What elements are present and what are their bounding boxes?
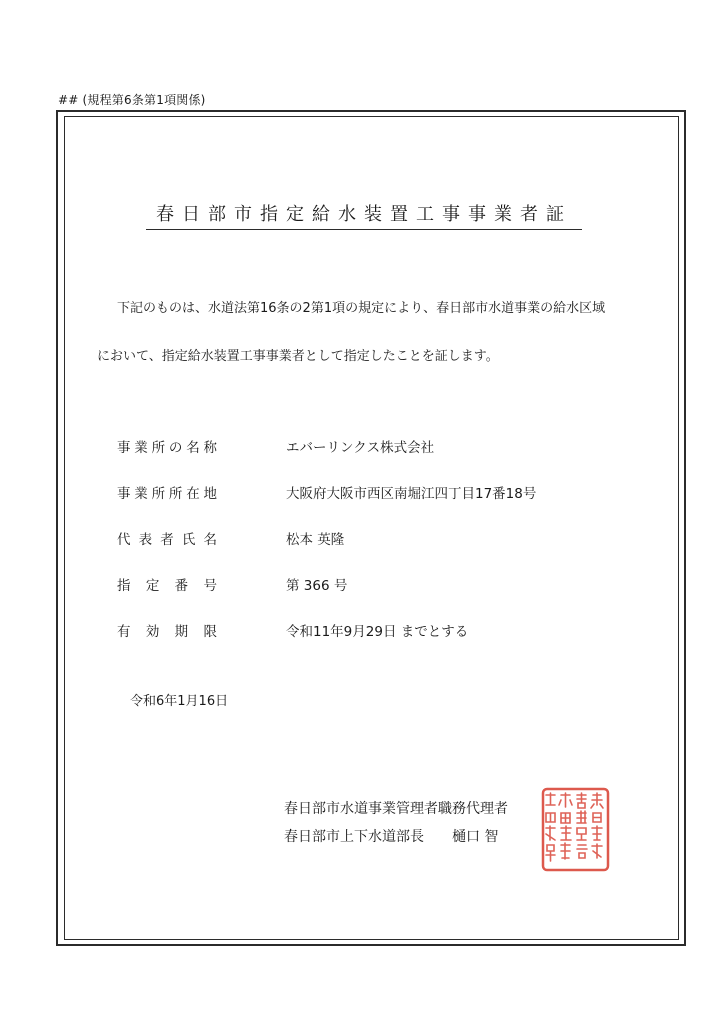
detail-value: 第 366 号 <box>286 578 348 594</box>
detail-value: エバーリンクス株式会社 <box>286 440 435 456</box>
signatory-name: 春日部市上下水道部長 樋口 智 <box>284 829 499 845</box>
certification-text-line-1: 下記のものは、水道法第16条の2第1項の規定により、春日部市水道事業の給水区域 <box>117 301 606 316</box>
seal-graphic <box>541 787 610 872</box>
form-reference-note: ## (規程第6条第1項関係) <box>58 93 206 107</box>
title-underline <box>146 229 582 230</box>
document-title: 春日部市指定給水装置工事事業者証 <box>156 204 572 225</box>
issue-date: 令和6年1月16日 <box>130 694 229 709</box>
detail-label: 指定番号 <box>117 578 217 594</box>
certification-text-line-2: において、指定給水装置工事事業者として指定したことを証します。 <box>97 349 499 364</box>
detail-label: 代表者氏名 <box>117 532 217 548</box>
detail-value: 松本 英隆 <box>286 532 345 548</box>
detail-label: 事業所所在地 <box>117 486 217 502</box>
detail-value: 大阪府大阪市西区南堀江四丁目17番18号 <box>286 486 537 502</box>
detail-label: 事業所の名称 <box>117 440 217 456</box>
detail-value: 令和11年9月29日 までとする <box>286 624 469 640</box>
signatory-title: 春日部市水道事業管理者職務代理者 <box>284 801 508 817</box>
official-seal-stamp <box>541 787 610 872</box>
detail-label: 有効期限 <box>117 624 217 640</box>
